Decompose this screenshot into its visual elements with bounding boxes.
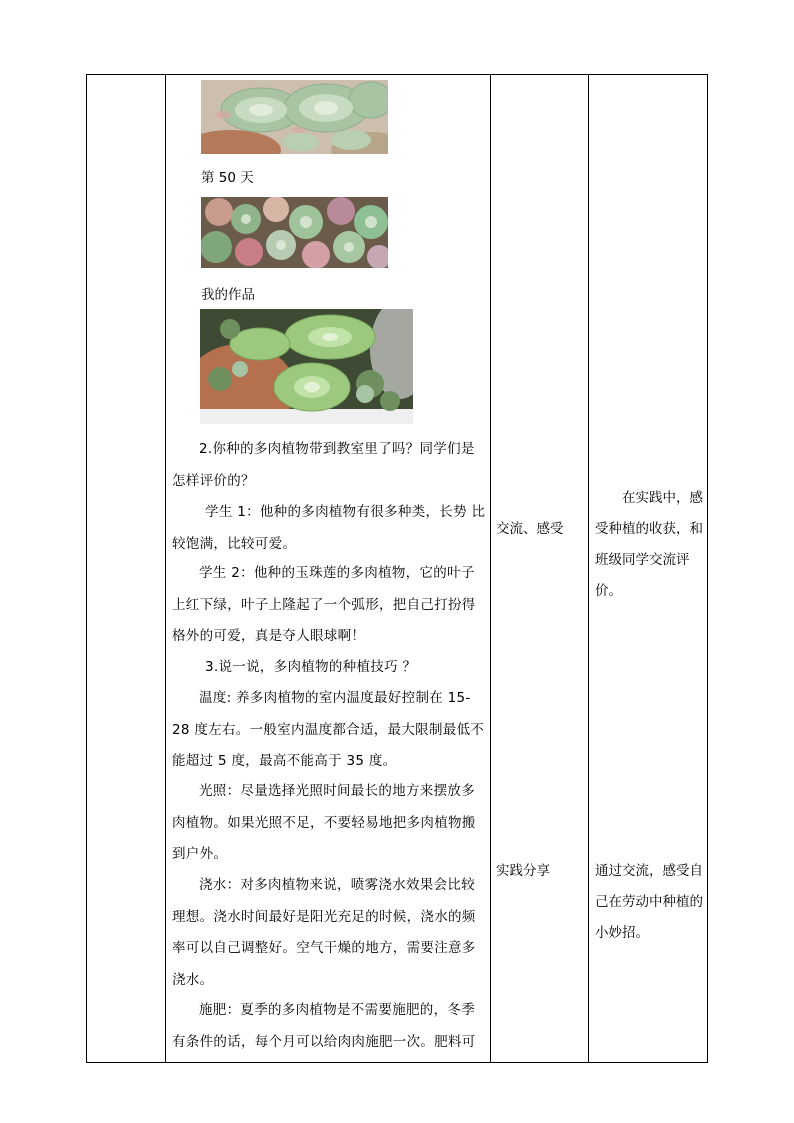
tip-fertilize: 施肥：夏季的多肉植物是不需要施肥的，冬季有条件的话，每个月可以给肉肉施肥一次。肥料可 bbox=[172, 1002, 476, 1050]
column-divider bbox=[165, 75, 166, 1062]
succulent-photo-work bbox=[200, 309, 413, 424]
mode-exchange: 交流、感受 bbox=[496, 521, 564, 537]
column-divider bbox=[490, 75, 491, 1062]
tip-temperature: 温度: 养多肉植物的室内温度最好控制在 15-28 度左右。一般室内温度都合适，最大限制最低不能超过 5 度，最高不能高于 35 度。 bbox=[172, 690, 485, 769]
student-2-response: 学生 2：他种的玉珠莲的多肉植物，它的叶子上红下绿，叶子上隆起了一个弧形，把自己打扮得格外的可爱，真是夺人眼球啊！ bbox=[172, 565, 476, 644]
intent-exchange: 在实践中，感受种植的收获，和班级同学交流评价。 bbox=[595, 490, 703, 599]
succulent-photo-middle bbox=[201, 197, 388, 268]
work-label: 我的作品 bbox=[201, 287, 255, 303]
question-2: 2.你种的多肉植物带到教室里了吗？同学们是怎样评价的？ bbox=[172, 441, 475, 489]
tip-watering: 浇水：对多肉植物来说，喷雾浇水效果会比较理想。浇水时间最好是阳光充足的时候，浇水的频率可以自己调整好。空气干燥的地方，需要注意多浇水。 bbox=[172, 877, 476, 988]
intent-practice: 通过交流，感受自己在劳动中种植的小妙招。 bbox=[595, 863, 703, 941]
tip-light: 光照：尽量选择光照时间最长的地方来摆放多肉植物。如果光照不足，不要轻易地把多肉植物搬到户外。 bbox=[172, 783, 476, 862]
mode-practice: 实践分享 bbox=[496, 863, 550, 879]
question-3: 3.说一说，多肉植物的种植技巧 ？ bbox=[205, 659, 417, 675]
column-divider bbox=[588, 75, 589, 1062]
succulent-photo-top bbox=[201, 80, 388, 154]
student-1-response: 学生 1：他种的多肉植物有很多种类，长势 比较饱满，比较可爱。 bbox=[172, 504, 486, 552]
day-label: 第 50 天 bbox=[201, 170, 254, 186]
